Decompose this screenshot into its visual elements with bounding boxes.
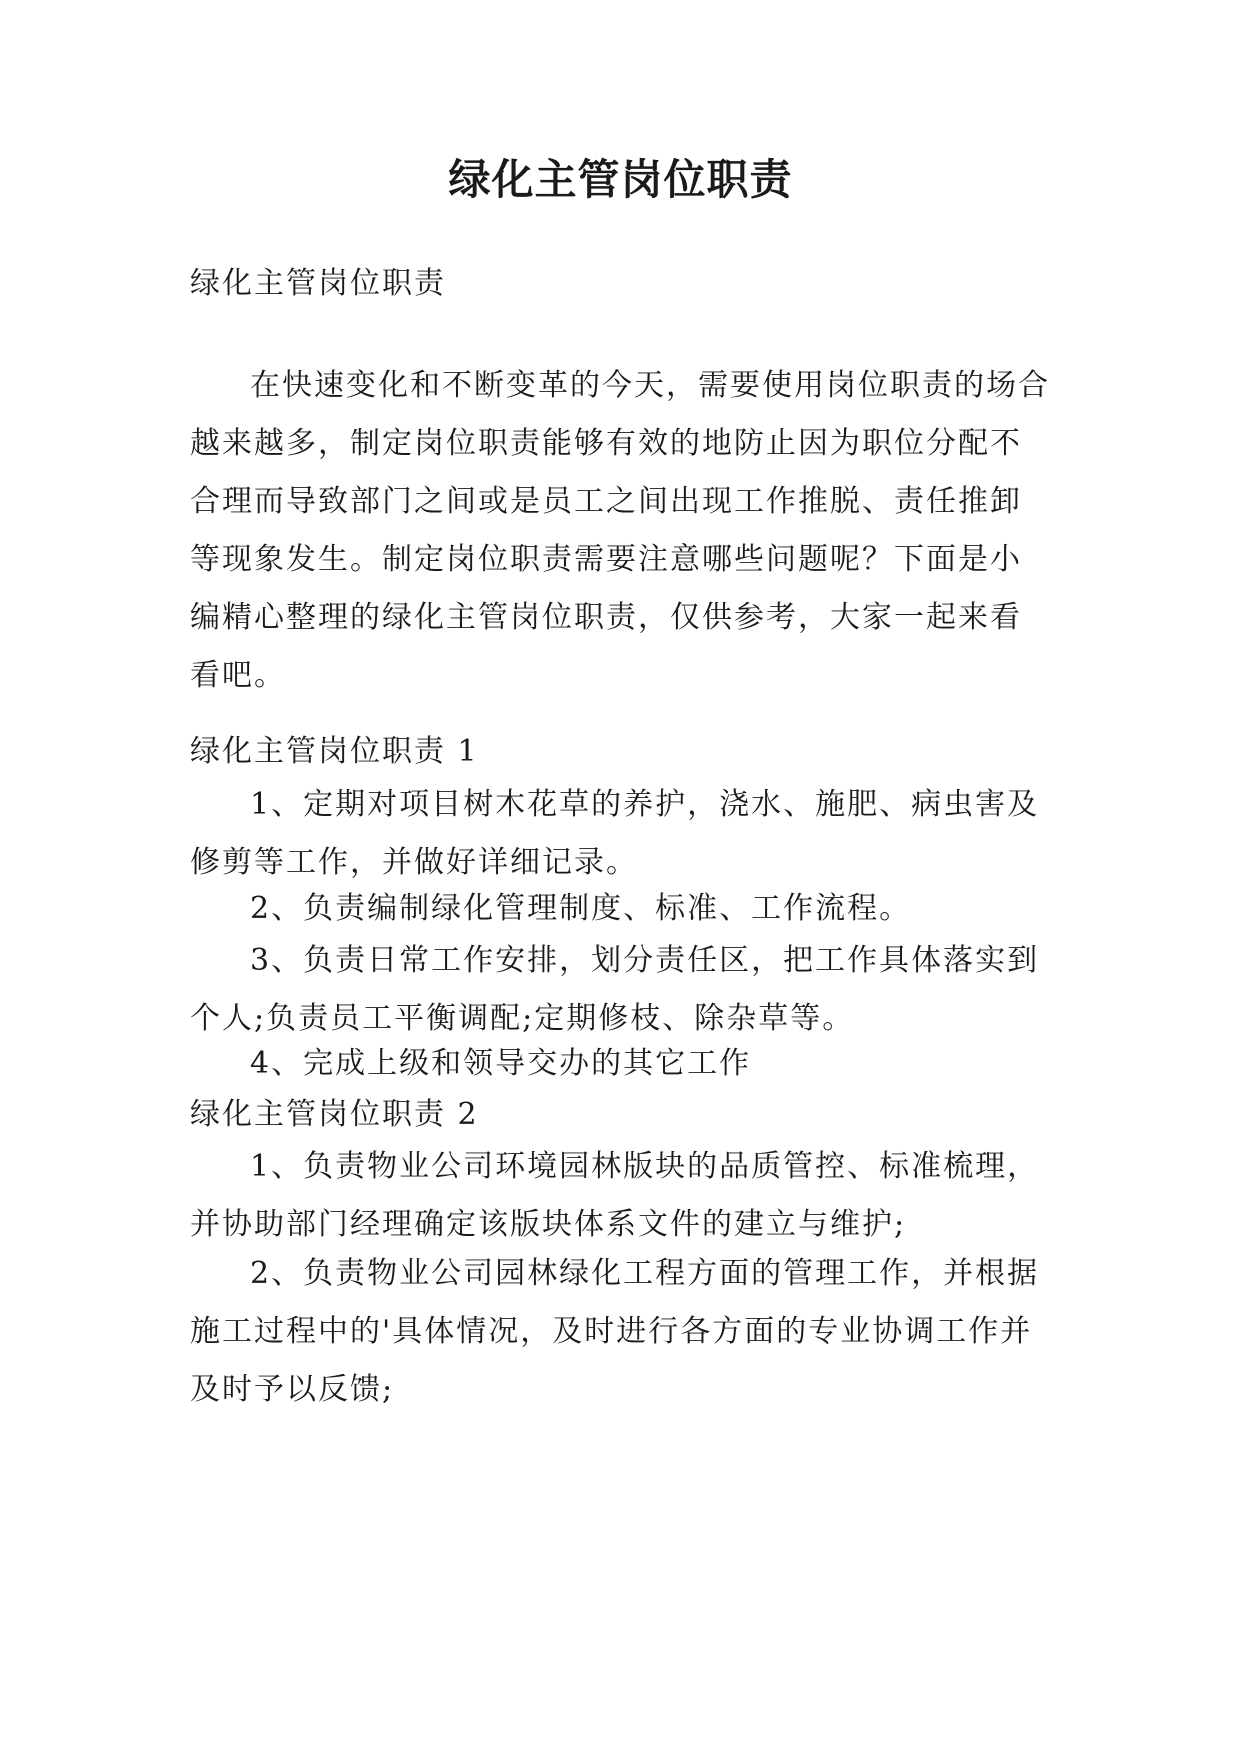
intro-paragraph: 在快速变化和不断变革的今天，需要使用岗位职责的场合越来越多，制定岗位职责能够有效的地防止因为职位分配不合理而导致部门之间或是员工之间出现工作推脱、责任推卸等现象发生。制定岗位职责需要注意哪些问题呢？下面是小编精心整理的绿化主管岗位职责，仅供参考，大家一起来看看吧。 — [190, 368, 1050, 693]
section1-item-1: 1、定期对项目树木花草的养护，浇水、施肥、病虫害及修剪等工作，并做好详细记录。 — [190, 787, 1040, 880]
document-title: 绿化主管岗位职责 — [448, 155, 793, 204]
section1-item-3: 3、负责日常工作安排，划分责任区，把工作具体落实到个人;负责员工平衡调配;定期修枝、除杂草等。 — [190, 943, 1040, 1036]
section2-heading: 绿化主管岗位职责 2 — [190, 1097, 479, 1132]
section1-heading: 绿化主管岗位职责 1 — [190, 734, 479, 769]
document-subtitle: 绿化主管岗位职责 — [190, 266, 446, 301]
section1-item-2: 2、负责编制绿化管理制度、标准、工作流程。 — [250, 891, 912, 926]
section1-item-4: 4、完成上级和领导交办的其它工作 — [250, 1046, 752, 1081]
section2-item-2: 2、负责物业公司园林绿化工程方面的管理工作，并根据施工过程中的'具体情况，及时进行各方面的专业协调工作并及时予以反馈; — [190, 1256, 1040, 1407]
section2-item-1: 1、负责物业公司环境园林版块的品质管控、标准梳理，并协助部门经理确定该版块体系文件的建立与维护; — [190, 1149, 1040, 1242]
